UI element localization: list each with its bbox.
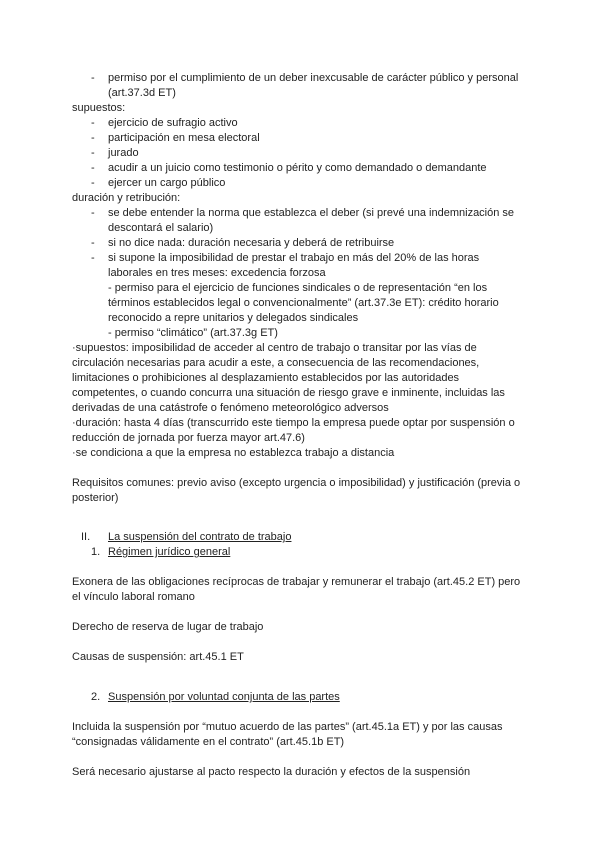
section-number: II. [81,531,91,543]
supuestos-item: jurado [108,147,139,159]
subsection-title: Suspensión por voluntad conjunta de las partes [108,691,340,703]
duracion-item-1-line-2: descontará el salario) [108,222,214,234]
paragraph: Derecho de reserva de lugar de trabajo [72,621,264,633]
subsection-number: 1. [91,546,101,558]
permiso-line-1: permiso por el cumplimiento de un deber inexcusable de carácter público y personal [108,72,519,84]
bullet-dash: - [91,117,95,129]
duracion-heading: duración y retribución: [72,192,181,204]
sindical-line-1: - permiso para el ejercicio de funciones sindicales o de representación “en los [108,282,488,294]
requisitos-line-2: posterior) [72,492,119,504]
sindical-line-2: términos establecidos legal o convencionalmente” (art.37.3e ET): crédito horario [108,297,499,309]
supuestos-heading: supuestos: [72,102,126,114]
paragraph-line: “consignadas válidamente en el contrato” (art.45.1b ET) [72,736,345,748]
permiso-line-2: (art.37.3d ET) [108,87,176,99]
bullet-dash: - [91,162,95,174]
climatico-line: ·duración: hasta 4 días (transcurrido este tiempo la empresa puede optar por suspensión o [72,417,515,429]
bullet-dash: - [91,237,95,249]
paragraph-line: Exonera de las obligaciones recíprocas de trabajar y remunerar el trabajo (art.45.2 ET) pero [72,576,521,588]
climatico-line: competentes, o cuando concurra una situación de riesgo grave e inminente, incluidas las [72,387,505,399]
duracion-item-1-line-1: se debe entender la norma que establezca el deber (si prevé una indemnización se [108,207,515,219]
paragraph-line: Incluida la suspensión por “mutuo acuerdo de las partes” (art.45.1a ET) y por las causas [72,721,503,733]
bullet-dash: - [91,72,95,84]
bullet-dash: - [91,177,95,189]
supuestos-item: ejercicio de sufragio activo [108,117,238,129]
subsection-number: 2. [91,691,101,703]
climatico-line: circulación necesarias para acudir a este, a consecuencia de las recomendaciones, [72,357,480,369]
subsection-title: Régimen jurídico general [108,546,231,558]
duracion-item-2: si no dice nada: duración necesaria y deberá de retribuirse [108,237,395,249]
bullet-dash: - [91,147,95,159]
climatico-line: ·se condiciona a que la empresa no establezca trabajo a distancia [72,447,395,459]
climatico-line: ·supuestos: imposibilidad de acceder al centro de trabajo o transitar por las vías de [72,342,477,354]
duracion-item-3-line-2: laborales en tres meses: excedencia forzosa [108,267,326,279]
bullet-dash: - [91,132,95,144]
paragraph-line: el vínculo laboral romano [72,591,195,603]
sindical-line-3: reconocido a repre unitarios y delegados sindicales [108,312,359,324]
climatico-line: derivadas de una catástrofe o fenómeno meteorológico adversos [72,402,389,414]
climatico-line: reducción de jornada por fuerza mayor art.47.6) [72,432,305,444]
paragraph: Será necesario ajustarse al pacto respecto la duración y efectos de la suspensión [72,766,471,778]
section-title: La suspensión del contrato de trabajo [108,531,292,543]
requisitos-line-1: Requisitos comunes: previo aviso (excepto urgencia o imposibilidad) y justificación (previa o [72,477,521,489]
bullet-dash: - [91,252,95,264]
supuestos-item: ejercer un cargo público [108,177,226,189]
bullet-dash: - [91,207,95,219]
climatico-line: limitaciones o prohibiciones al desplazamiento establecidos por las autoridades [72,372,460,384]
climatico-heading: - permiso “climático” (art.37.3g ET) [108,327,278,339]
paragraph: Causas de suspensión: art.45.1 ET [72,651,244,663]
supuestos-item: participación en mesa electoral [108,132,260,144]
supuestos-item: acudir a un juicio como testimonio o périto y como demandado o demandante [108,162,487,174]
duracion-item-3-line-1: si supone la imposibilidad de prestar el trabajo en más del 20% de las horas [108,252,480,264]
